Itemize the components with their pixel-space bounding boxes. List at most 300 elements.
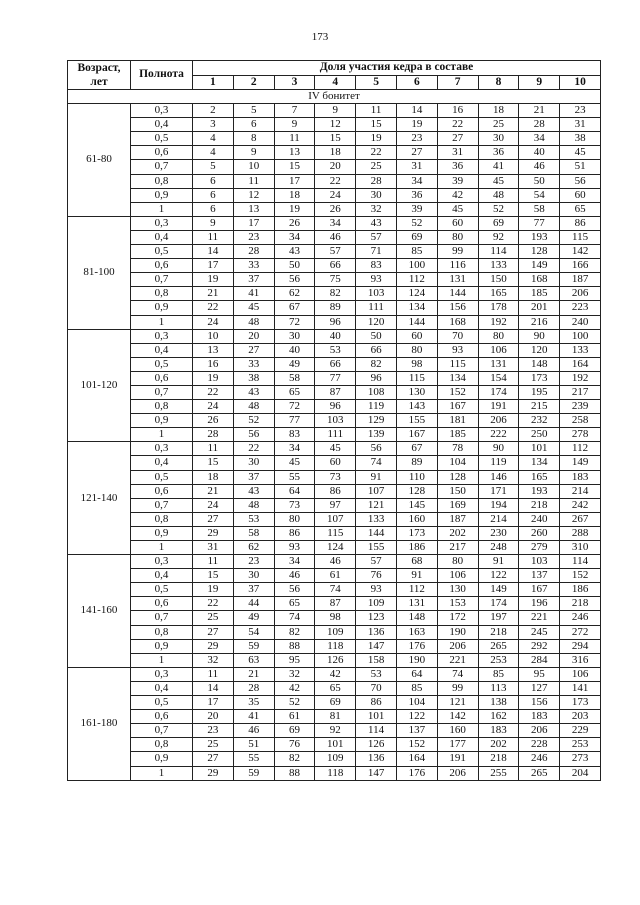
value-cell: 134 xyxy=(519,456,560,470)
value-cell: 216 xyxy=(519,315,560,329)
value-cell: 35 xyxy=(233,696,274,710)
value-cell: 16 xyxy=(193,357,234,371)
value-cell: 22 xyxy=(193,385,234,399)
column-number-header: 10 xyxy=(560,75,601,90)
value-cell: 10 xyxy=(193,329,234,343)
value-cell: 292 xyxy=(519,639,560,653)
value-cell: 133 xyxy=(478,259,519,273)
value-cell: 279 xyxy=(519,541,560,555)
value-cell: 24 xyxy=(315,188,356,202)
age-cell: 101-120 xyxy=(68,329,131,442)
age-cell: 141-160 xyxy=(68,555,131,668)
value-cell: 57 xyxy=(356,555,397,569)
value-cell: 65 xyxy=(274,597,315,611)
value-cell: 72 xyxy=(274,400,315,414)
age-cell: 161-180 xyxy=(68,667,131,780)
value-cell: 163 xyxy=(396,625,437,639)
value-cell: 272 xyxy=(560,625,601,639)
value-cell: 11 xyxy=(193,667,234,681)
value-cell: 131 xyxy=(437,273,478,287)
value-cell: 28 xyxy=(233,245,274,259)
density-cell: 0,6 xyxy=(131,259,193,273)
value-cell: 115 xyxy=(560,230,601,244)
value-cell: 13 xyxy=(233,202,274,216)
value-cell: 41 xyxy=(233,710,274,724)
value-cell: 206 xyxy=(437,766,478,780)
value-cell: 36 xyxy=(478,146,519,160)
value-cell: 71 xyxy=(356,245,397,259)
value-cell: 60 xyxy=(396,329,437,343)
value-cell: 27 xyxy=(437,132,478,146)
value-cell: 70 xyxy=(437,329,478,343)
table-row xyxy=(68,385,601,399)
value-cell: 31 xyxy=(560,118,601,132)
density-cell: 0,5 xyxy=(131,132,193,146)
value-cell: 82 xyxy=(274,625,315,639)
density-cell: 0,8 xyxy=(131,174,193,188)
column-number-header: 5 xyxy=(356,75,397,90)
value-cell: 9 xyxy=(193,216,234,230)
value-cell: 106 xyxy=(560,667,601,681)
density-cell: 0,4 xyxy=(131,569,193,583)
density-cell: 1 xyxy=(131,653,193,667)
value-cell: 34 xyxy=(315,216,356,230)
value-cell: 54 xyxy=(233,625,274,639)
site-class-subtitle: IV бонитет xyxy=(68,90,601,104)
value-cell: 152 xyxy=(396,738,437,752)
value-cell: 109 xyxy=(315,625,356,639)
table-row xyxy=(68,371,601,385)
value-cell: 185 xyxy=(519,287,560,301)
value-cell: 146 xyxy=(478,470,519,484)
value-cell: 171 xyxy=(478,484,519,498)
value-cell: 221 xyxy=(519,611,560,625)
table-row xyxy=(68,456,601,470)
value-cell: 29 xyxy=(193,526,234,540)
value-cell: 42 xyxy=(274,681,315,695)
value-cell: 310 xyxy=(560,541,601,555)
value-cell: 148 xyxy=(519,357,560,371)
value-cell: 115 xyxy=(437,357,478,371)
value-cell: 36 xyxy=(396,188,437,202)
value-cell: 145 xyxy=(396,498,437,512)
value-cell: 17 xyxy=(274,174,315,188)
value-cell: 53 xyxy=(315,343,356,357)
value-cell: 23 xyxy=(396,132,437,146)
value-cell: 20 xyxy=(233,329,274,343)
value-cell: 44 xyxy=(233,597,274,611)
value-cell: 34 xyxy=(274,442,315,456)
value-cell: 41 xyxy=(478,160,519,174)
value-cell: 81 xyxy=(315,710,356,724)
value-cell: 66 xyxy=(315,357,356,371)
density-cell: 1 xyxy=(131,315,193,329)
value-cell: 63 xyxy=(233,653,274,667)
value-cell: 106 xyxy=(437,569,478,583)
value-cell: 21 xyxy=(233,667,274,681)
value-cell: 50 xyxy=(519,174,560,188)
value-cell: 131 xyxy=(396,597,437,611)
value-cell: 92 xyxy=(478,230,519,244)
value-cell: 85 xyxy=(396,681,437,695)
value-cell: 28 xyxy=(519,118,560,132)
value-cell: 260 xyxy=(519,526,560,540)
value-cell: 43 xyxy=(356,216,397,230)
table-row xyxy=(68,301,601,315)
value-cell: 206 xyxy=(519,724,560,738)
value-cell: 144 xyxy=(396,315,437,329)
value-cell: 206 xyxy=(560,287,601,301)
value-cell: 177 xyxy=(437,738,478,752)
density-cell: 0,8 xyxy=(131,625,193,639)
value-cell: 4 xyxy=(193,146,234,160)
value-cell: 12 xyxy=(315,118,356,132)
value-cell: 141 xyxy=(560,681,601,695)
value-cell: 150 xyxy=(437,484,478,498)
yield-table xyxy=(67,60,601,781)
value-cell: 85 xyxy=(478,667,519,681)
value-cell: 49 xyxy=(233,611,274,625)
value-cell: 194 xyxy=(478,498,519,512)
value-cell: 229 xyxy=(560,724,601,738)
value-cell: 88 xyxy=(274,639,315,653)
density-cell: 0,8 xyxy=(131,738,193,752)
density-cell: 0,7 xyxy=(131,724,193,738)
value-cell: 38 xyxy=(560,132,601,146)
value-cell: 38 xyxy=(233,371,274,385)
value-cell: 173 xyxy=(519,371,560,385)
value-cell: 193 xyxy=(519,230,560,244)
value-cell: 14 xyxy=(396,104,437,118)
column-number-header: 8 xyxy=(478,75,519,90)
value-cell: 48 xyxy=(233,498,274,512)
table-row xyxy=(68,498,601,512)
value-cell: 21 xyxy=(193,287,234,301)
value-cell: 221 xyxy=(437,653,478,667)
column-number-header: 2 xyxy=(233,75,274,90)
value-cell: 115 xyxy=(315,526,356,540)
value-cell: 113 xyxy=(478,681,519,695)
value-cell: 64 xyxy=(396,667,437,681)
value-cell: 89 xyxy=(315,301,356,315)
value-cell: 122 xyxy=(478,569,519,583)
value-cell: 165 xyxy=(478,287,519,301)
value-cell: 99 xyxy=(437,681,478,695)
value-cell: 41 xyxy=(233,287,274,301)
value-cell: 9 xyxy=(233,146,274,160)
value-cell: 60 xyxy=(315,456,356,470)
value-cell: 19 xyxy=(396,118,437,132)
value-cell: 52 xyxy=(274,696,315,710)
value-cell: 214 xyxy=(478,512,519,526)
table-row xyxy=(68,766,601,780)
value-cell: 164 xyxy=(560,357,601,371)
value-cell: 127 xyxy=(519,681,560,695)
value-cell: 7 xyxy=(274,104,315,118)
value-cell: 34 xyxy=(274,555,315,569)
value-cell: 91 xyxy=(356,470,397,484)
value-cell: 187 xyxy=(560,273,601,287)
value-cell: 53 xyxy=(233,512,274,526)
table-row xyxy=(68,526,601,540)
value-cell: 62 xyxy=(233,541,274,555)
value-cell: 156 xyxy=(519,696,560,710)
value-cell: 123 xyxy=(356,611,397,625)
value-cell: 98 xyxy=(315,611,356,625)
table-row xyxy=(68,343,601,357)
value-cell: 149 xyxy=(519,259,560,273)
value-cell: 176 xyxy=(396,766,437,780)
density-cell: 0,4 xyxy=(131,230,193,244)
value-cell: 75 xyxy=(315,273,356,287)
value-cell: 17 xyxy=(193,696,234,710)
value-cell: 22 xyxy=(233,442,274,456)
value-cell: 152 xyxy=(560,569,601,583)
value-cell: 56 xyxy=(560,174,601,188)
value-cell: 62 xyxy=(274,287,315,301)
value-cell: 109 xyxy=(356,597,397,611)
value-cell: 126 xyxy=(356,738,397,752)
table-row xyxy=(68,442,601,456)
value-cell: 46 xyxy=(519,160,560,174)
density-cell: 0,9 xyxy=(131,526,193,540)
table-row xyxy=(68,245,601,259)
value-cell: 66 xyxy=(315,259,356,273)
value-cell: 67 xyxy=(274,301,315,315)
value-cell: 31 xyxy=(193,541,234,555)
value-cell: 85 xyxy=(396,245,437,259)
value-cell: 149 xyxy=(560,456,601,470)
table-row xyxy=(68,512,601,526)
density-cell: 0,9 xyxy=(131,752,193,766)
value-cell: 246 xyxy=(519,752,560,766)
value-cell: 186 xyxy=(396,541,437,555)
value-cell: 64 xyxy=(274,484,315,498)
value-cell: 27 xyxy=(233,343,274,357)
value-cell: 166 xyxy=(560,259,601,273)
value-cell: 96 xyxy=(315,315,356,329)
value-cell: 82 xyxy=(315,287,356,301)
value-cell: 33 xyxy=(233,259,274,273)
value-cell: 217 xyxy=(560,385,601,399)
value-cell: 42 xyxy=(315,667,356,681)
value-cell: 23 xyxy=(560,104,601,118)
value-cell: 26 xyxy=(193,414,234,428)
density-cell: 0,8 xyxy=(131,400,193,414)
density-cell: 0,9 xyxy=(131,188,193,202)
value-cell: 173 xyxy=(560,696,601,710)
value-cell: 103 xyxy=(315,414,356,428)
value-cell: 80 xyxy=(437,230,478,244)
value-cell: 20 xyxy=(193,710,234,724)
value-cell: 144 xyxy=(437,287,478,301)
value-cell: 112 xyxy=(396,583,437,597)
value-cell: 119 xyxy=(356,400,397,414)
value-cell: 18 xyxy=(478,104,519,118)
density-cell: 0,3 xyxy=(131,555,193,569)
value-cell: 45 xyxy=(478,174,519,188)
value-cell: 70 xyxy=(356,681,397,695)
value-cell: 22 xyxy=(315,174,356,188)
value-cell: 43 xyxy=(233,484,274,498)
value-cell: 27 xyxy=(193,625,234,639)
value-cell: 74 xyxy=(274,611,315,625)
value-cell: 17 xyxy=(193,259,234,273)
value-cell: 43 xyxy=(274,245,315,259)
value-cell: 31 xyxy=(437,146,478,160)
density-cell: 0,7 xyxy=(131,498,193,512)
value-cell: 65 xyxy=(274,385,315,399)
value-cell: 9 xyxy=(274,118,315,132)
value-cell: 167 xyxy=(396,428,437,442)
value-cell: 69 xyxy=(478,216,519,230)
table-row xyxy=(68,259,601,273)
age-cell: 121-140 xyxy=(68,442,131,555)
density-cell: 0,4 xyxy=(131,118,193,132)
table-row xyxy=(68,639,601,653)
value-cell: 95 xyxy=(274,653,315,667)
value-cell: 45 xyxy=(437,202,478,216)
density-cell: 0,3 xyxy=(131,442,193,456)
value-cell: 104 xyxy=(396,696,437,710)
table-row xyxy=(68,216,601,230)
value-cell: 134 xyxy=(437,371,478,385)
value-cell: 53 xyxy=(356,667,397,681)
value-cell: 164 xyxy=(396,752,437,766)
value-cell: 206 xyxy=(478,414,519,428)
density-cell: 0,5 xyxy=(131,696,193,710)
value-cell: 239 xyxy=(560,400,601,414)
table-row xyxy=(68,146,601,160)
value-cell: 55 xyxy=(274,470,315,484)
value-cell: 77 xyxy=(519,216,560,230)
value-cell: 130 xyxy=(437,583,478,597)
value-cell: 172 xyxy=(437,611,478,625)
age-header: Возраст, лет xyxy=(68,61,131,90)
value-cell: 15 xyxy=(315,132,356,146)
value-cell: 25 xyxy=(193,611,234,625)
age-cell: 61-80 xyxy=(68,104,131,217)
value-cell: 167 xyxy=(519,583,560,597)
value-cell: 89 xyxy=(396,456,437,470)
age-group xyxy=(68,667,601,780)
value-cell: 93 xyxy=(437,343,478,357)
age-group xyxy=(68,104,601,217)
value-cell: 11 xyxy=(233,174,274,188)
table-row xyxy=(68,273,601,287)
value-cell: 128 xyxy=(437,470,478,484)
value-cell: 74 xyxy=(315,583,356,597)
value-cell: 48 xyxy=(233,315,274,329)
value-cell: 15 xyxy=(356,118,397,132)
value-cell: 128 xyxy=(519,245,560,259)
value-cell: 217 xyxy=(437,541,478,555)
value-cell: 118 xyxy=(315,639,356,653)
value-cell: 73 xyxy=(315,470,356,484)
value-cell: 14 xyxy=(193,681,234,695)
age-group xyxy=(68,442,601,555)
value-cell: 76 xyxy=(356,569,397,583)
value-cell: 32 xyxy=(356,202,397,216)
value-cell: 90 xyxy=(519,329,560,343)
value-cell: 149 xyxy=(478,583,519,597)
value-cell: 56 xyxy=(274,273,315,287)
value-cell: 22 xyxy=(356,146,397,160)
value-cell: 107 xyxy=(315,512,356,526)
value-cell: 19 xyxy=(193,273,234,287)
value-cell: 24 xyxy=(193,498,234,512)
value-cell: 13 xyxy=(274,146,315,160)
density-cell: 0,6 xyxy=(131,146,193,160)
column-number-header: 1 xyxy=(193,75,234,90)
density-cell: 1 xyxy=(131,202,193,216)
value-cell: 294 xyxy=(560,639,601,653)
table-row xyxy=(68,583,601,597)
value-cell: 183 xyxy=(478,724,519,738)
table-row xyxy=(68,625,601,639)
density-cell: 0,5 xyxy=(131,357,193,371)
value-cell: 178 xyxy=(478,301,519,315)
value-cell: 204 xyxy=(560,766,601,780)
value-cell: 11 xyxy=(274,132,315,146)
value-cell: 130 xyxy=(396,385,437,399)
value-cell: 59 xyxy=(233,639,274,653)
value-cell: 155 xyxy=(356,541,397,555)
value-cell: 28 xyxy=(233,681,274,695)
value-cell: 25 xyxy=(478,118,519,132)
value-cell: 15 xyxy=(193,456,234,470)
value-cell: 30 xyxy=(233,456,274,470)
value-cell: 111 xyxy=(315,428,356,442)
age-group xyxy=(68,216,601,329)
value-cell: 181 xyxy=(437,414,478,428)
value-cell: 87 xyxy=(315,385,356,399)
value-cell: 246 xyxy=(560,611,601,625)
value-cell: 96 xyxy=(356,371,397,385)
value-cell: 27 xyxy=(193,512,234,526)
value-cell: 115 xyxy=(396,371,437,385)
value-cell: 120 xyxy=(519,343,560,357)
value-cell: 114 xyxy=(478,245,519,259)
value-cell: 138 xyxy=(478,696,519,710)
table-row xyxy=(68,597,601,611)
value-cell: 192 xyxy=(478,315,519,329)
value-cell: 174 xyxy=(478,385,519,399)
value-cell: 55 xyxy=(233,752,274,766)
value-cell: 97 xyxy=(315,498,356,512)
value-cell: 66 xyxy=(356,343,397,357)
value-cell: 134 xyxy=(396,301,437,315)
value-cell: 112 xyxy=(396,273,437,287)
value-cell: 136 xyxy=(356,752,397,766)
value-cell: 129 xyxy=(356,414,397,428)
value-cell: 133 xyxy=(560,343,601,357)
value-cell: 74 xyxy=(437,667,478,681)
density-cell: 0,5 xyxy=(131,470,193,484)
value-cell: 8 xyxy=(233,132,274,146)
value-cell: 13 xyxy=(193,343,234,357)
value-cell: 148 xyxy=(396,611,437,625)
value-cell: 232 xyxy=(519,414,560,428)
value-cell: 124 xyxy=(315,541,356,555)
value-cell: 65 xyxy=(560,202,601,216)
density-cell: 0,5 xyxy=(131,583,193,597)
value-cell: 37 xyxy=(233,273,274,287)
age-group xyxy=(68,329,601,442)
value-cell: 52 xyxy=(478,202,519,216)
value-cell: 265 xyxy=(478,639,519,653)
value-cell: 68 xyxy=(396,555,437,569)
